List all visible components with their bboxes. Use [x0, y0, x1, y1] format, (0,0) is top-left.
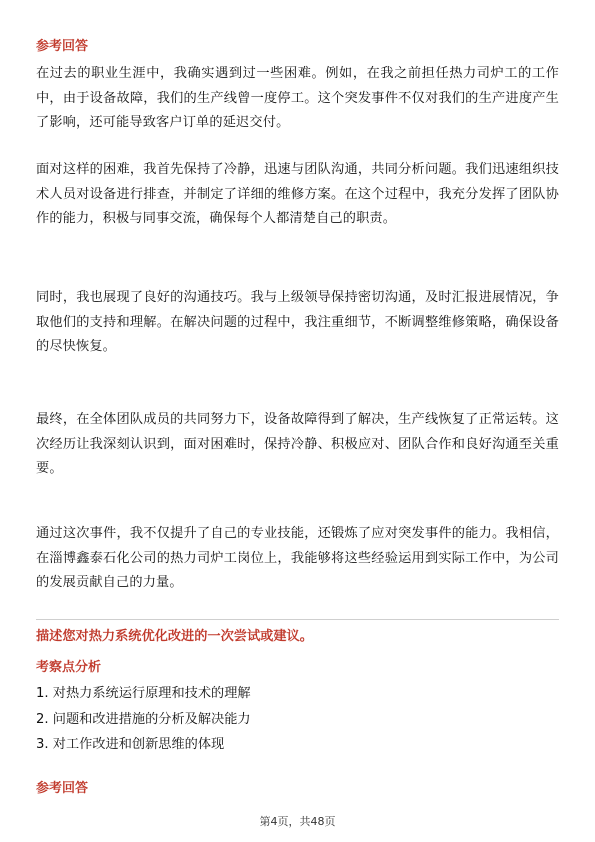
- answer-paragraph-1: 在过去的职业生涯中，我确实遇到过一些困难。例如，在我之前担任热力司炉工的工作中，由于设备故障，我们的生产线曾一度停工。这个突发事件不仅对我们的生产进度产生了影响，还可能导致客户订单的延迟交付。: [36, 66, 559, 130]
- analysis-list: [36, 685, 559, 762]
- analysis-item: 1. 对热力系统运行原理和技术的理解: [36, 686, 251, 701]
- answer-paragraph-2: 面对这样的困难，我首先保持了冷静，迅速与团队沟通，共同分析问题。我们迅速组织技术人员对设备进行排查，并制定了详细的维修方案。在这个过程中，我充分发挥了团队协作的能力，积极与同事交流，确保每个人都清楚自己的职责。: [36, 162, 559, 226]
- answer-paragraph-3: 同时，我也展现了良好的沟通技巧。我与上级领导保持密切沟通，及时汇报进展情况，争取他们的支持和理解。在解决问题的过程中，我注重细节，不断调整维修策略，确保设备的尽快恢复。: [36, 290, 559, 354]
- answer-label: 参考回答: [36, 781, 89, 796]
- answer-paragraph-5: 通过这次事件，我不仅提升了自己的专业技能，还锻炼了应对突发事件的能力。我相信，在淄博鑫泰石化公司的热力司炉工岗位上，我能够将这些经验运用到实际工作中，为公司的发展贡献自己的力量。: [36, 526, 559, 590]
- analysis-item: 3. 对工作改进和创新思维的体现: [36, 737, 225, 752]
- page-number: 第4页，共48页: [259, 815, 336, 828]
- answer-paragraph-4: 最终，在全体团队成员的共同努力下，设备故障得到了解决，生产线恢复了正常运转。这次经历让我深刻认识到，面对困难时，保持冷静、积极应对、团队合作和良好沟通至关重要。: [36, 412, 559, 476]
- analysis-label: 考察点分析: [36, 660, 102, 675]
- section-divider: [36, 619, 559, 620]
- question-heading: 描述您对热力系统优化改进的一次尝试或建议。: [36, 629, 313, 644]
- analysis-item: 2. 问题和改进措施的分析及解决能力: [36, 711, 251, 727]
- answer-label: 参考回答: [36, 39, 89, 54]
